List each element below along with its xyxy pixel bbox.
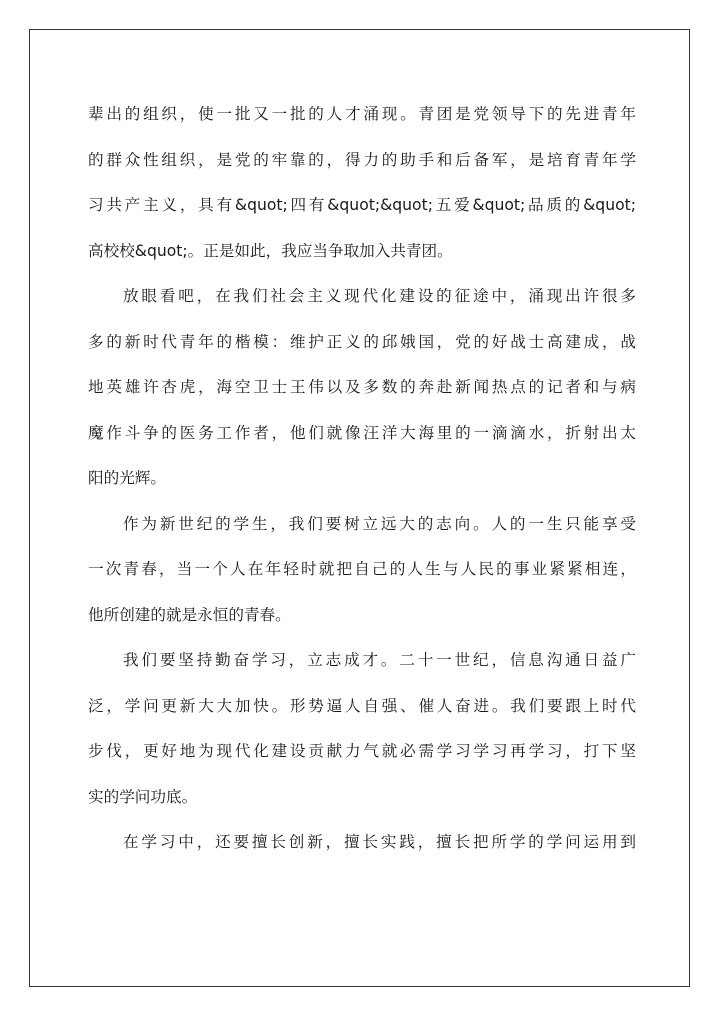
text-line: 多的新时代青年的楷模：维护正义的邱娥国，党的好战士高建成，战 [88,332,636,351]
text-line: 高校校&quot;。正是如此，我应当争取加入共青团。 [88,241,453,260]
text-line: 实的学问功底。 [88,787,198,806]
text-line: 的群众性组织，是党的牢靠的，得力的助手和后备军，是培育青年学 [88,150,636,169]
text-line: 我们要坚持勤奋学习，立志成才。二十一世纪，信息沟通日益广 [123,651,636,669]
text-line: 步伐，更好地为现代化建设贡献力气就必需学习学习再学习，打下坚 [88,742,636,760]
text-line: 作为新世纪的学生，我们要树立远大的志向。人的一生只能享受 [123,514,636,533]
text-line: 放眼看吧，在我们社会主义现代化建设的征途中，涌现出许很多 [123,287,636,305]
text-line: 一次青春，当一个人在年轻时就把自己的人生与人民的事业紧紧相连， [88,560,636,578]
text-line: 习共产主义，具有&quot;四有&quot;&quot;五爱&quot;品质的&quot; [88,196,636,214]
text-line: 泛，学问更新大大加快。形势逼人自强、催人奋进。我们要跟上时代 [88,696,636,715]
text-line: 辈出的组织，使一批又一批的人才涌现。青团是党领导下的先进青年 [88,105,636,123]
text-line: 魔作斗争的医务工作者，他们就像汪洋大海里的一滴滴水，折射出太 [88,423,636,442]
text-line: 在学习中，还要擅长创新，擅长实践，擅长把所学的学问运用到 [123,833,636,851]
document-body [88,92,636,866]
text-line: 阳的光辉。 [88,469,166,487]
text-line: 他所创建的就是永恒的青春。 [88,605,291,624]
text-line: 地英雄许杏虎，海空卫士王伟以及多数的奔赴新闻热点的记者和与病 [88,378,636,396]
